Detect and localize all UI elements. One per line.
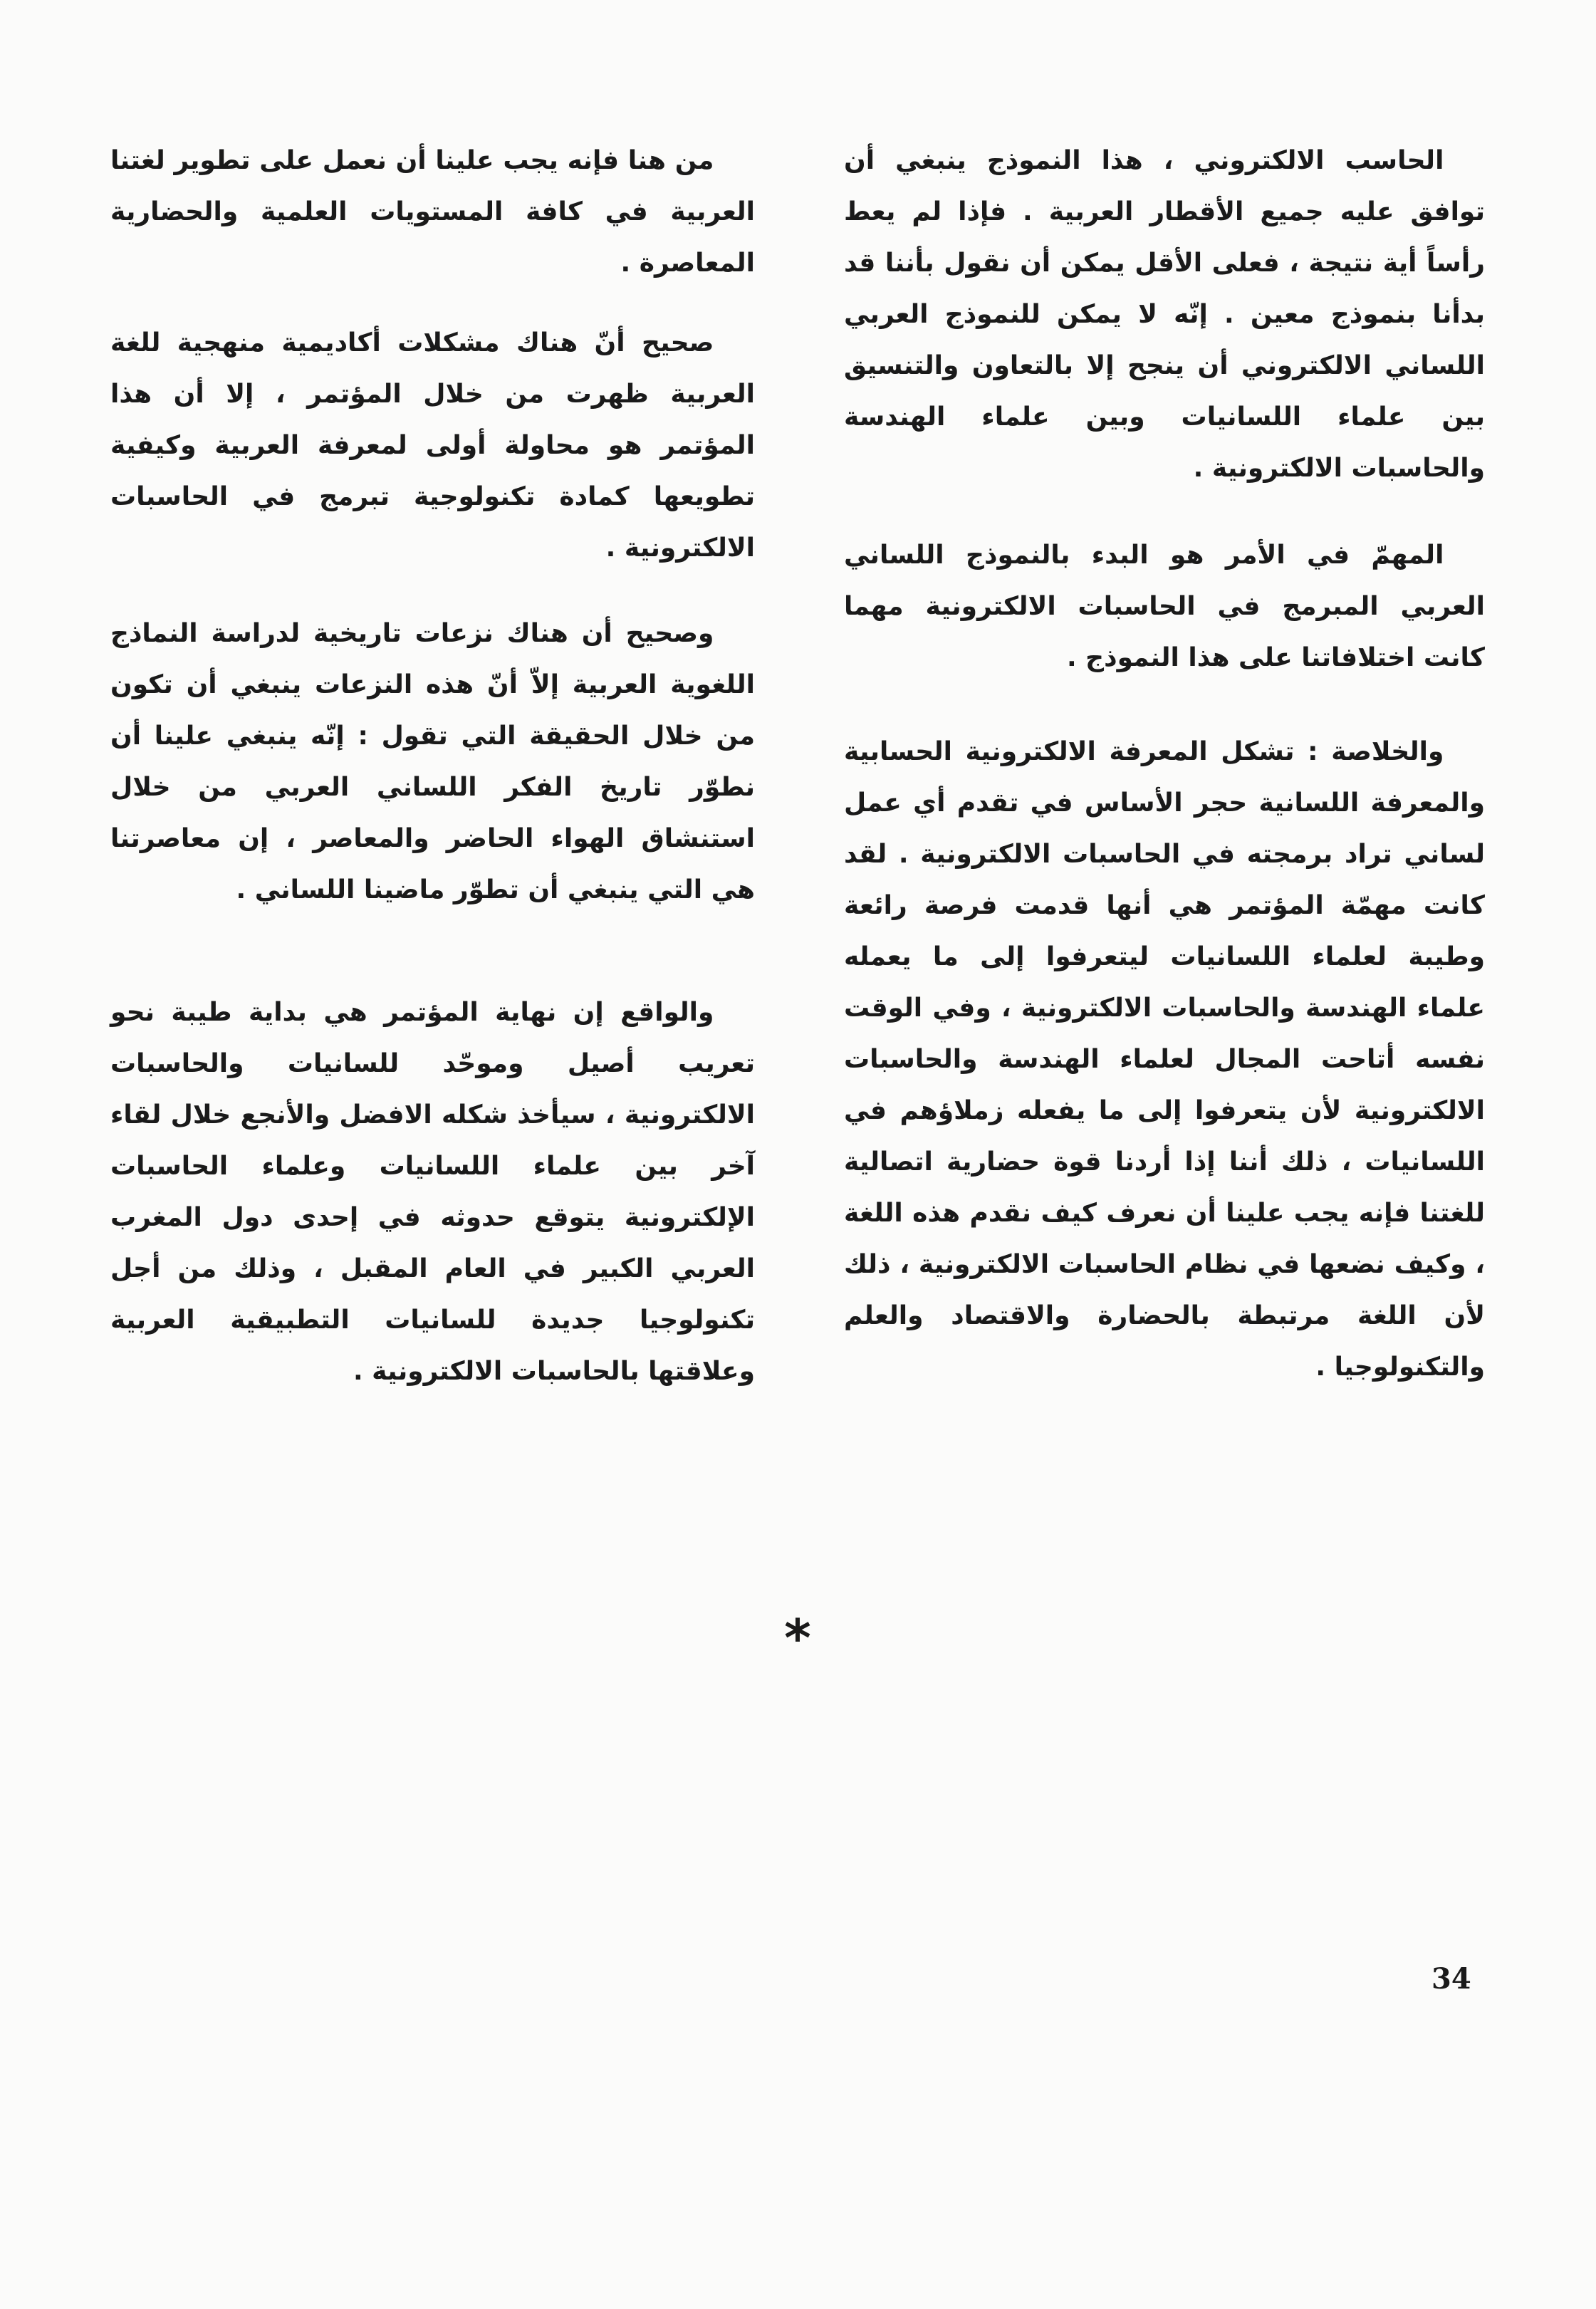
- right-text-column: [844, 135, 1485, 1393]
- section-separator-asterisk: *: [784, 1608, 811, 1668]
- paragraph: من هنا فإنه يجب علينا أن نعمل على تطوير لغتنا العربية في كافة المستويات العلمية والحضارية المعاصرة .: [110, 146, 755, 278]
- page-number: 34: [1431, 1962, 1471, 1996]
- paragraph: والواقع إن نهاية المؤتمر هي بداية طيبة نحو تعريب أصيل وموحّد للسانيات والحاسبات الالكترونية ، سيأخذ شكله الافضل والأنجع خلال لقاء آخر بين علماء اللسانيات وعلماء الحاسبات الإلكترونية يتوقع حدوثه في إحدى دول المغرب العربي الكبير في العام المقبل ، وذلك من أجل تكنولوجيا جديدة للسانيات التطبيقية العربية وعلاقتها بالحاسبات الالكترونية .: [110, 998, 755, 1386]
- paragraph: المهمّ في الأمر هو البدء بالنموذج اللساني العربي المبرمج في الحاسبات الالكترونية مهما كانت اختلافاتنا على هذا النموذج .: [844, 541, 1485, 672]
- paragraph: والخلاصة : تشكل المعرفة الالكترونية الحسابية والمعرفة اللسانية حجر الأساس في تقدم أي عمل لساني تراد برمجته في الحاسبات الالكترونية . لقد كانت مهمّة المؤتمر هي أنها قدمت فرصة رائعة وطيبة لعلماء اللسانيات ليتعرفوا إلى ما يعمله علماء الهندسة والحاسبات الالكترونية ، وفي الوقت نفسه أتاحت المجال لعلماء الهندسة والحاسبات الالكترونية لأن يتعرفوا إلى ما يفعله زملاؤهم في اللسانيات ، ذلك أننا إذا أردنا قوة حضارية اتصالية للغتنا فإنه يجب علينا أن نعرف كيف نقدم هذه اللغة ، وكيف نضعها في نظام الحاسبات الالكترونية ، ذلك لأن اللغة مرتبطة بالحضارة والاقتصاد والعلم والتكنولوجيا .: [844, 737, 1485, 1382]
- paragraph: وصحيح أن هناك نزعات تاريخية لدراسة النماذج اللغوية العربية إلاّ أنّ هذه النزعات ينبغي أن تكون من خلال الحقيقة التي تقول : إنّه ينبغي علينا أن نطوّر تاريخ الفكر اللساني العربي من خلال استنشاق الهواء الحاضر والمعاصر ، إن معاصرتنا هي التي ينبغي أن تطوّر ماضينا اللساني .: [110, 619, 755, 905]
- paragraph: الحاسب الالكتروني ، هذا النموذج ينبغي أن توافق عليه جميع الأقطار العربية . فإذا لم يعط رأساً أية نتيجة ، فعلى الأقل يمكن أن نقول بأننا قد بدأنا بنموذج معين . إنّه لا يمكن للنموذج العربي اللساني الالكتروني أن ينجح إلا بالتعاون والتنسيق بين علماء اللسانيات وبين علماء الهندسة والحاسبات الالكترونية .: [844, 146, 1485, 483]
- left-text-column: [110, 135, 755, 1397]
- paragraph: صحيح أنّ هناك مشكلات أكاديمية منهجية للغة العربية ظهرت من خلال المؤتمر ، إلا أن هذا المؤتمر هو محاولة أولى لمعرفة العربية وكيفية تطويعها كمادة تكنولوجية تبرمج في الحاسبات الالكترونية .: [110, 328, 755, 563]
